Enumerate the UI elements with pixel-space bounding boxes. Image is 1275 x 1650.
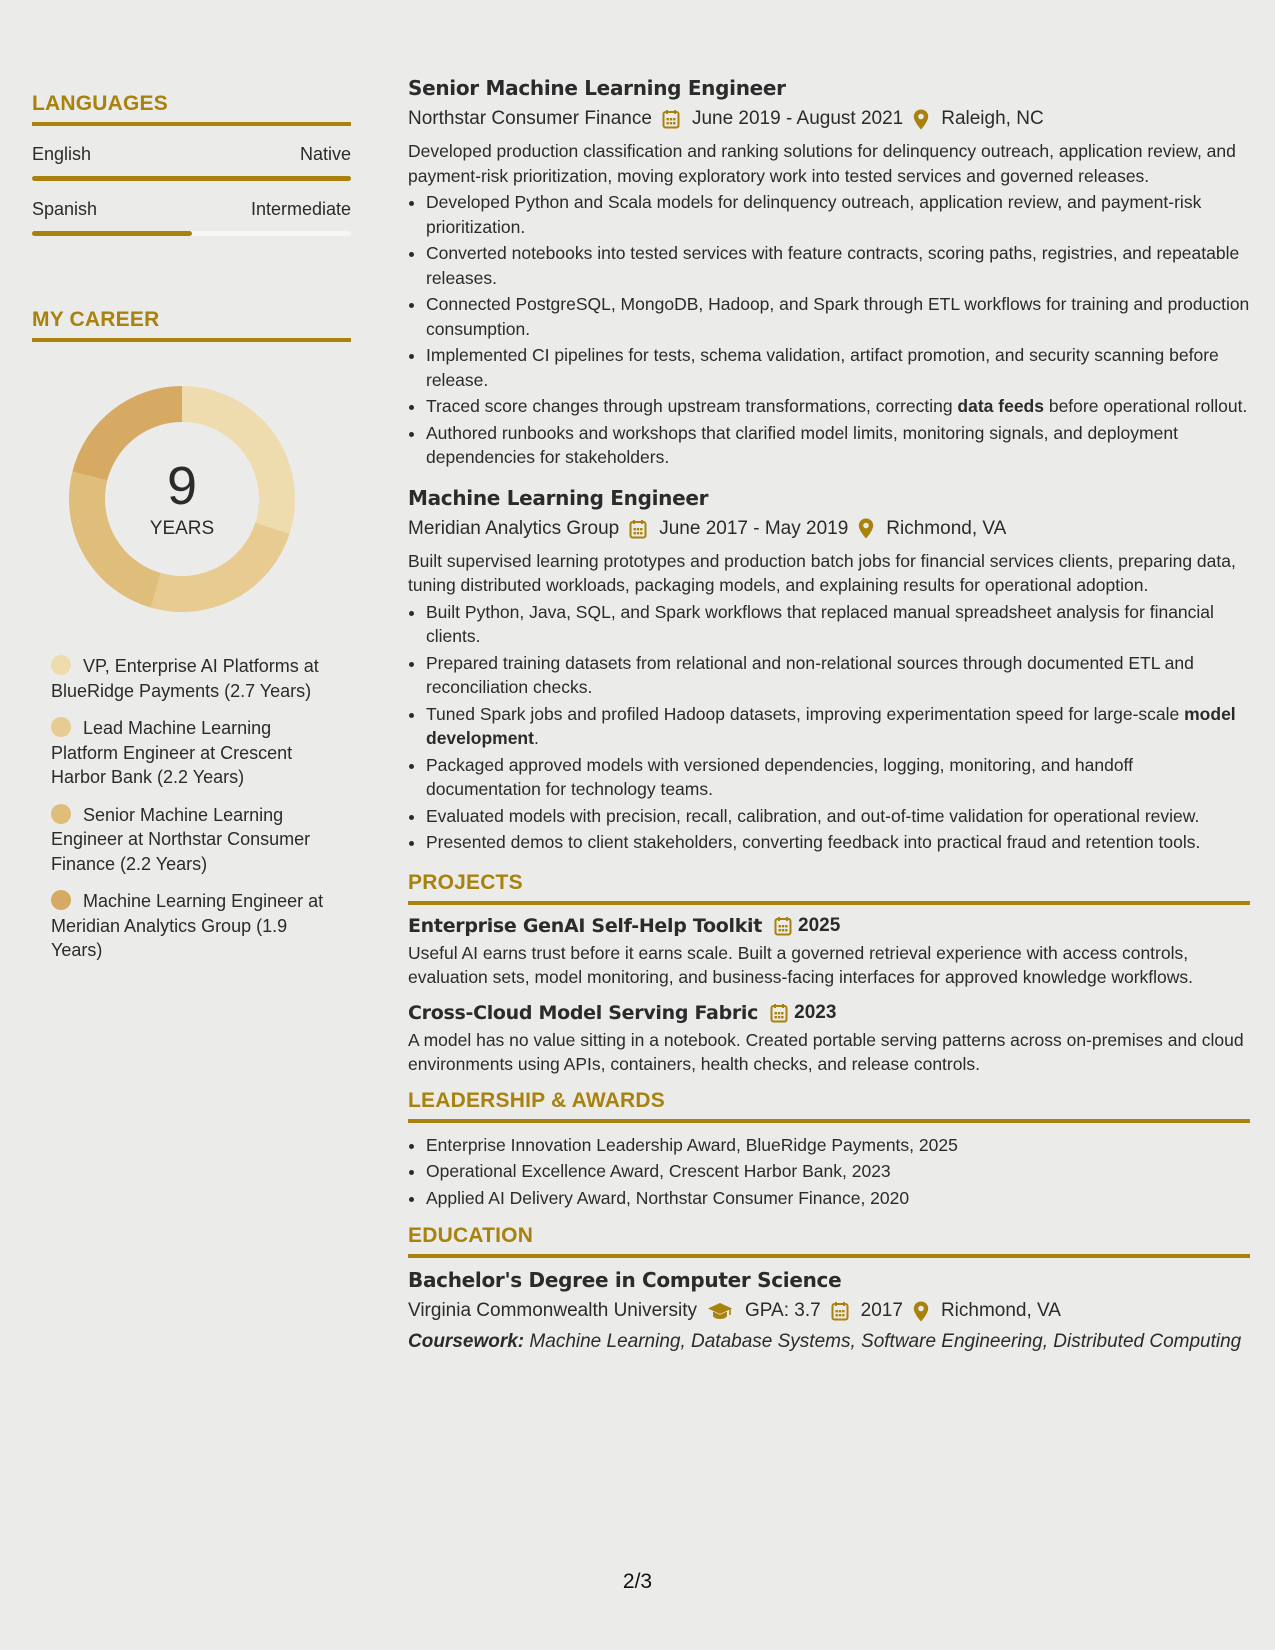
language-level-bar [32, 231, 351, 236]
coursework [408, 1330, 1250, 1354]
career-years-unit: YEARS [149, 518, 215, 539]
job-bullet: • Evaluated models with precision, recall, calibration, and out-of-time validation for operational review. [426, 804, 1250, 829]
project-name: Enterprise GenAI Self-Help Toolkit [408, 914, 763, 937]
education-meta [408, 1300, 1250, 1322]
calendar-icon [774, 916, 792, 936]
job-bullets [426, 600, 1250, 855]
award-item: • Operational Excellence Award, Crescent Harbor Bank, 2023 [426, 1159, 1250, 1184]
job-bullet: • Converted notebooks into tested services with feature contracts, scoring paths, registries, and repeatable releases. [426, 241, 1250, 290]
map-pin-icon [913, 109, 929, 130]
language-name: English [32, 144, 92, 164]
career-donut-chart [65, 382, 299, 616]
job-bullet: • Built Python, Java, SQL, and Spark workflows that replaced manual spreadsheet analysis for financial clients. [426, 600, 1250, 649]
language-item-english [32, 144, 351, 181]
graduation-cap-icon [707, 1302, 733, 1320]
job-bullets [426, 190, 1250, 470]
job-bullet: • Implemented CI pipelines for tests, schema validation, artifact promotion, and security scanning before release. [426, 343, 1250, 392]
school-location: Richmond, VA [940, 1300, 1061, 1321]
language-name: Spanish [32, 199, 98, 219]
projects-heading: PROJECTS [408, 871, 1250, 905]
job-location: Richmond, VA [886, 517, 1007, 539]
language-level-fill [32, 176, 351, 181]
awards-heading: LEADERSHIP & AWARDS [408, 1089, 1250, 1123]
job-bullet: • Packaged approved models with versioned dependencies, logging, monitoring, and handoff documentation for technology teams. [426, 753, 1250, 802]
job-meta [408, 108, 1250, 130]
company-name: Meridian Analytics Group [408, 517, 620, 539]
job-bullet: • Tuned Spark jobs and profiled Hadoop datasets, improving experimentation speed for large-scale model development. [426, 702, 1250, 751]
coursework-list: Machine Learning, Database Systems, Software Engineering, Distributed Computing [529, 1331, 1242, 1352]
experience-entry [408, 76, 1250, 470]
job-bullet: • Connected PostgreSQL, MongoDB, Hadoop, and Spark through ETL workflows for training and production consumption. [426, 292, 1250, 341]
project-name: Cross-Cloud Model Serving Fabric [408, 1001, 759, 1024]
language-level-bar [32, 176, 351, 181]
job-bullet: • Prepared training datasets from relational and non-relational sources through documented ETL and reconciliation checks. [426, 651, 1250, 700]
language-level: Native [299, 144, 351, 164]
legend-label: Senior Machine Learning Engineer at Northstar Consumer Finance (2.2 Years) [51, 804, 311, 874]
school-name: Virginia Commonwealth University [408, 1300, 697, 1321]
languages-heading: LANGUAGES [32, 92, 351, 126]
job-title: Machine Learning Engineer [408, 485, 709, 510]
job-dates: June 2019 - August 2021 [691, 108, 904, 129]
company-name: Northstar Consumer Finance [408, 108, 652, 129]
coursework-label: Coursework: [408, 1331, 525, 1352]
calendar-icon [770, 1003, 788, 1023]
job-dates: June 2017 - May 2019 [659, 517, 849, 539]
language-level: Intermediate [250, 199, 351, 219]
degree-title: Bachelor's Degree in Computer Science [408, 1268, 842, 1292]
career-legend-item [51, 716, 336, 790]
job-bullet: • Authored runbooks and workshops that clarified model limits, monitoring signals, and deployment dependencies for stakeholders. [426, 421, 1250, 470]
legend-label: Lead Machine Learning Platform Engineer at Crescent Harbor Bank (2.2 Years) [51, 718, 293, 787]
legend-dot [51, 717, 71, 737]
project-description: Useful AI earns trust before it earns scale. Built a governed retrieval experience with access controls, evaluation sets, model monitoring, and business-facing interfaces for approved knowledge workflows. [408, 942, 1194, 987]
job-location: Raleigh, NC [941, 108, 1044, 129]
legend-dot [51, 890, 71, 910]
award-item: • Applied AI Delivery Award, Northstar Consumer Finance, 2020 [426, 1186, 1250, 1211]
project-header [408, 915, 1250, 937]
legend-label: Machine Learning Engineer at Meridian Analytics Group (1.9 Years) [51, 891, 324, 960]
calendar-icon [629, 519, 647, 539]
job-summary: Developed production classification and ranking solutions for delinquency outreach, application review, and payment-risk prioritization, moving exploratory work into tested services and governed releases. [408, 141, 1236, 186]
experience-entry [408, 486, 1250, 855]
legend-label: VP, Enterprise AI Platforms at BlueRidge Payments (2.7 Years) [51, 656, 319, 701]
graduation-year: 2017 [860, 1300, 903, 1321]
job-bullet: • Developed Python and Scala models for delinquency outreach, application review, and payment-risk prioritization. [426, 190, 1250, 239]
language-item-spanish [32, 199, 351, 236]
project-year: 2025 [798, 914, 841, 936]
career-legend [51, 654, 336, 963]
page-number: 2/3 [622, 1570, 653, 1593]
calendar-icon [662, 109, 680, 129]
legend-dot [51, 655, 71, 675]
job-meta [408, 518, 1250, 540]
projects-section [408, 871, 1250, 1077]
awards-section [408, 1089, 1250, 1211]
map-pin-icon [858, 518, 874, 539]
award-item: • Enterprise Innovation Leadership Award, BlueRidge Payments, 2025 [426, 1133, 1250, 1158]
education-heading: EDUCATION [408, 1224, 1250, 1258]
gpa: GPA: 3.7 [744, 1300, 821, 1321]
education-section [408, 1224, 1250, 1354]
career-legend-item [51, 889, 336, 963]
job-bullet: • Presented demos to client stakeholders, converting feedback into practical fraud and retention tools. [426, 830, 1250, 855]
project-year: 2023 [794, 1001, 837, 1023]
calendar-icon [831, 1301, 849, 1321]
map-pin-icon [913, 1301, 929, 1322]
sidebar [32, 92, 351, 976]
awards-list [426, 1133, 1250, 1211]
career-years-total: 9 [166, 456, 198, 516]
project-description: A model has no value sitting in a notebook. Created portable serving patterns across on-premises and cloud environments using APIs, containers, health checks, and release controls. [408, 1029, 1244, 1074]
job-bullet: • Traced score changes through upstream transformations, correcting data feeds before operational rollout. [426, 394, 1250, 419]
legend-dot [51, 804, 71, 824]
career-legend-item [51, 803, 336, 877]
career-legend-item [51, 654, 336, 703]
language-level-fill [32, 231, 192, 236]
project-header [408, 1002, 1250, 1024]
career-heading: MY CAREER [32, 308, 351, 342]
main-content [408, 76, 1250, 1354]
job-summary: Built supervised learning prototypes and production batch jobs for financial services clients, preparing data, tuning distributed workloads, packaging models, and explaining results for operational adoption. [408, 550, 1236, 595]
job-title: Senior Machine Learning Engineer [408, 76, 786, 100]
